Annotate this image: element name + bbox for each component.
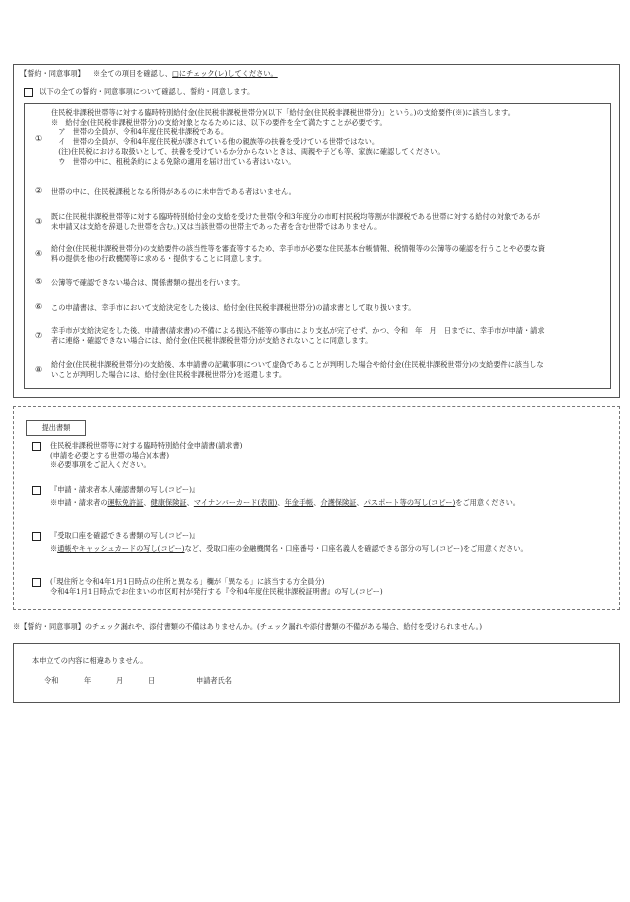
pledge-item-text: 公簿等で確認できない場合は、関係書類の提出を行います。 [51,278,245,287]
agree-all-label: 以下の全ての誓約・同意事項について確認し、誓約・同意します。 [39,87,255,96]
pledge-item-text: この申請書は、幸手市において支給決定をした後は、給付金(住民税非課税世帯分)の請求書として取り扱います。 [51,303,416,312]
note-underlined: 通帳やキャッシュカードの写し(コピー) [57,543,185,553]
document-title: 『申請・請求者本人確認書類の写し(コピー)』 [50,485,200,494]
pledge-item-text: ※ 給付金(住民税非課税世帯分)の支給対象となるためには、以下の要件を全て満たすことが必要です。 [51,117,387,127]
document-note: ※必要事項をご記入ください。 [50,460,151,470]
document-text: (「現住所と令和4年1月1日時点の住所と異なる」欄が「異なる」に該当する方全員分) [50,577,325,586]
pledge-section [13,64,620,398]
pledge-item-number: ② [35,186,43,195]
pledge-header-line [20,69,278,79]
confirmation-statement: 本申立ての内容に相違ありません。 [32,656,148,665]
note-underlined: 運転免許証 [107,497,144,507]
document-text: 令和4年1月1日時点でお住まいの市区町村が発行する『令和4年度住民税非課税証明書』の写し(コピー) [50,586,383,596]
pledge-item-text: 住民税非課税世帯等に対する臨時特別給付金(住民税非課税世帯分)(以下「給付金(住民税非課税世帯分)」という。)の支給要件(※)に該当します。 [51,108,515,117]
note-underlined: 介護保険証 [320,497,357,507]
document-title: 住民税非課税世帯等に対する臨時特別給付金申請書(請求書) [50,441,243,450]
document-note [50,498,520,508]
note-underlined: マイナンバーカード(表面) [193,497,278,507]
date-era: 令和 [44,676,59,685]
note-sep: 、 [313,497,321,507]
pledge-item-text: 者に連絡・確認できない場合には、給付金(住民税非課税世帯分)が支給されないことに同意します。 [51,335,373,345]
pledge-item-number: ⑦ [35,331,43,340]
note-sep: 、 [356,497,364,507]
document-note [50,544,528,554]
agree-all-checkbox[interactable] [24,88,33,97]
pledge-instruction-checkbox: □ [172,69,179,78]
pledge-item-text: 給付金(住民税非課税世帯分)の支給後、本申請書の記載事項について虚偽であることが判明した場合や給付金(住民税非課税世帯分)の支給要件に該当しな [51,360,544,369]
documents-section [13,406,620,610]
document-checkbox[interactable] [32,532,41,541]
pledge-instruction-prefix: ※全ての項目を確認し、 [93,69,173,78]
pledge-item-text: 料の提供を他の行政機関等に求める・提供することに同意します。 [51,253,267,263]
pledge-instruction-suffix: にチェック(レ)してください。 [178,69,278,78]
document-title: 『受取口座を確認できる書類の写し(コピー)』 [50,531,200,540]
document-checkbox[interactable] [32,578,41,587]
applicant-name-label: 申請者氏名 [196,676,232,685]
pledge-item-text: 世帯の中に、住民税課税となる所得があるのに未申告である者はいません。 [51,187,296,196]
pledge-item-text: 既に住民税非課税世帯等に対する臨時特別給付金の支給を受けた世帯(令和3年度分の市町村民税均等割が非課税である世帯に対する給付の対象であるが [51,212,540,221]
date-month: 月 [116,676,124,685]
pledge-item-text: イ 世帯の全員が、令和4年度住民税が課されている他の親族等の扶養を受けている世帯ではない。 [51,137,380,147]
pledge-item-text: 未申請又は支給を辞退した世帯を含む。)又は当該世帯の世帯主であった者を含む世帯ではありません。 [51,221,382,231]
pledge-item-text: いことが判明した場合には、給付金(住民税非課税世帯分)を返還します。 [51,369,287,379]
note-sep: 、 [186,497,194,507]
pledge-item-text: 幸手市が支給決定をした後、申請書(請求書)の不備による振込不能等の事由により支払が完了せず、かつ、令和 年 月 日までに、幸手市が申請・請求 [51,326,545,335]
note-text: など、受取口座の金融機関名・口座番号・口座名義人を確認できる部分の写し(コピー)をご用意ください。 [184,543,528,553]
pledge-items-box [24,103,611,389]
pledge-item-number: ③ [35,217,43,226]
note-sep: 、 [277,497,285,507]
pledge-item-number: ⑤ [35,277,43,286]
pledge-item-text: ア 世帯の全員が、令和4年度住民税非課税である。 [51,127,229,137]
note-sep: 、 [143,497,151,507]
pledge-item-number: ⑥ [35,302,43,311]
pledge-item-text: ウ 世帯の中に、租税条約による免除の適用を届け出ている者はいない。 [51,156,296,166]
date-day: 日 [148,676,156,685]
note-underlined: 年金手帳 [284,497,314,507]
checklist-footnote: ※【誓約・同意事項】のチェック漏れや、添付書類の不備はありませんか。(チェック漏れや添付書類の不備がある場合、給付を受けられません。) [13,622,483,631]
pledge-item-number: ④ [35,249,43,258]
document-checkbox[interactable] [32,486,41,495]
pledge-header: 【誓約・同意事項】 [20,69,85,78]
note-text: ※ [50,543,58,553]
document-text: (申請を必要とする世帯の場合)(本書) [50,450,170,460]
note-underlined: 健康保険証 [150,497,187,507]
pledge-item-number: ⑧ [35,365,43,374]
documents-header: 提出書類 [26,420,86,436]
pledge-item-text: (注)住民税における取扱いとして、扶養を受けているか分からないときは、両親や子ども等、家族に確認してください。 [51,146,445,156]
note-text: ※申請・請求者の [50,497,108,507]
pledge-item-number: ① [35,134,43,143]
agree-all-row[interactable] [24,87,254,97]
note-text: をご用意ください。 [455,497,520,507]
confirmation-box [13,643,620,703]
date-year: 年 [84,676,92,685]
pledge-item-text: 給付金(住民税非課税世帯分)の支給要件の該当性等を審査等するため、幸手市が必要な住民基本台帳情報、税情報等の公簿等の確認を行うことや必要な資 [51,244,546,253]
note-underlined: パスポート等の写し(コピー) [363,497,456,507]
document-checkbox[interactable] [32,442,41,451]
